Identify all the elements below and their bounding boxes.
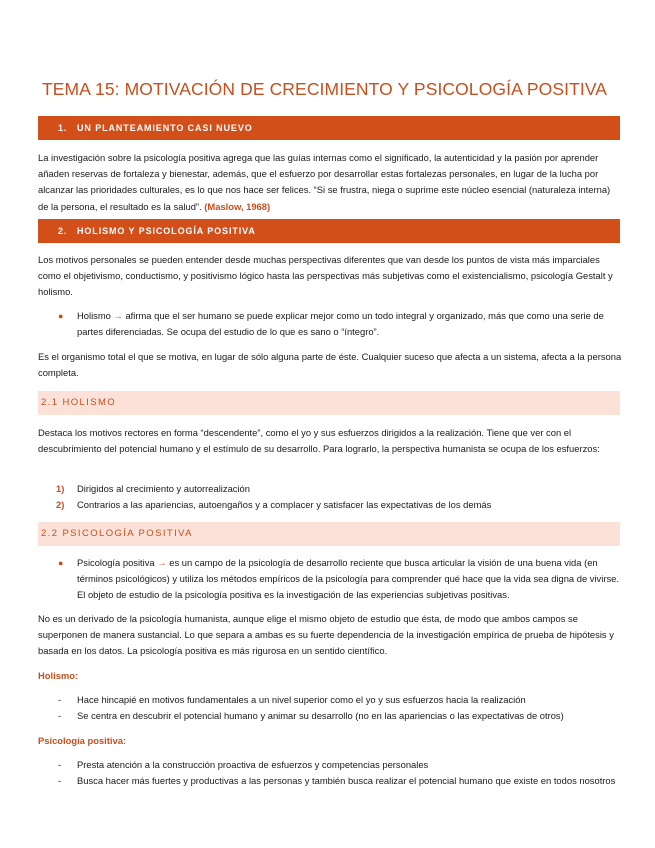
section-1-citation: (Maslow, 1968) — [204, 200, 271, 212]
list-item: Presta atención a la construcción proactiva de esfuerzos y competencias personales — [77, 759, 429, 770]
psicologia-positiva-bullet — [77, 555, 622, 604]
subsection-2-2-heading: 2.2 PSICOLOGÍA POSITIVA — [38, 522, 620, 546]
section-2-heading-bar — [38, 219, 620, 243]
list-item: Se centra en descubrir el potencial humano y animar su desarrollo (no en las apariencias o las expectativas de otros) — [77, 710, 564, 721]
subsection-2-1-text: Destaca los motivos rectores en forma “descendente”, como el yo y sus esfuerzos dirigidos a la realización. Tiene que ver con el descubrimiento del potencial humano y el estímulo de su desarrollo. Para lograrlo, la perspectiva humanista se ocupa de los esfuerzos: — [38, 427, 600, 455]
list-number: 1) — [56, 483, 65, 494]
subsection-2-1-heading: 2.1 HOLISMO — [38, 391, 620, 415]
section-1-heading: UN PLANTEAMIENTO CASI NUEVO — [77, 123, 253, 133]
section-1-text: La investigación sobre la psicología positiva agrega que las guías internas como el significado, la autenticidad y la pasión por aprender añaden reservas de fortaleza y bienestar, además, que el esfuerzo por desarrollar estas fortalezas personales, en lugar de la lucha por alcanzar las prioridades culturales, es lo que nos hace ser felices. “Si se frustra, niega o suprime este núcleo esencial (naturaleza interna) de la persona, el resultado es la salud”. — [38, 152, 611, 212]
list-item: Busca hacer más fuertes y productivas a las personas y también busca realizar el potencial humano que existe en todos nosotros — [77, 775, 616, 786]
list-dash: - — [58, 759, 62, 770]
section-1-paragraph — [38, 150, 622, 215]
holismo-bullet — [77, 308, 622, 340]
arrow-right-icon: → — [113, 310, 123, 321]
section-2-intro: Los motivos personales se pueden entender desde muchas perspectivas diferentes que van desde los puntos de vista más imparciales como el objetivismo, conductismo, y positivismo lógico hasta las perspectivas más subjetivas como el existencialismo, psicología Gestalt y holismo. — [38, 254, 613, 298]
holismo-definition: afirma que el ser humano se puede explicar mejor como un todo integral y organizado, más que como una serie de partes diferenciadas. Se ocupa del estudio de lo que es sano o “íntegro”. — [77, 310, 604, 338]
list-dash: - — [58, 694, 62, 705]
section-2-heading: HOLISMO Y PSICOLOGÍA POSITIVA — [77, 226, 256, 236]
section-1-heading-bar — [38, 116, 620, 140]
list-dash: - — [58, 775, 62, 786]
list-number: 2) — [56, 499, 65, 510]
section-2-closing: Es el organismo total el que se motiva, en lugar de sólo alguna parte de éste. Cualquier suceso que afecta a un sistema, afecta a la persona completa. — [38, 351, 622, 379]
section-2-number: 2. — [58, 226, 68, 236]
list-item: Hace hincapié en motivos fundamentales a un nivel superior como el yo y sus esfuerzos hacia la realización — [77, 694, 526, 705]
section-1-number: 1. — [58, 123, 68, 133]
psicologia-positiva-label: Psicología positiva: — [38, 735, 127, 746]
psicologia-positiva-definition: es un campo de la psicología de desarrollo reciente que busca articular la visión de una buena vida (en términos psicológicos) y utiliza los métodos empíricos de la psicología para comprender qué hace que la vida sea digna de vivirse. El objeto de estudio de la psicología positiva es la investigación de las experiencias subjetivas positivas. — [77, 557, 619, 601]
list-item: Contrarios a las apariencias, autoengaños y a complacer y satisfacer las expectativas de los demás — [77, 499, 492, 510]
bullet-dot-icon: ● — [58, 311, 64, 321]
psicologia-positiva-term: Psicología positiva — [77, 557, 155, 568]
page-title: TEMA 15: MOTIVACIÓN DE CRECIMIENTO Y PSICOLOGÍA POSITIVA — [42, 79, 608, 99]
arrow-right-icon: → — [157, 557, 167, 568]
subsection-2-2-text: No es un derivado de la psicología humanista, aunque elige el mismo objeto de estudio que ésta, de modo que ambos campos se superponen de manera sustancial. Lo que separa a ambas es su fuerte dependencia de la investigación empírica de prueba de hipótesis y basada en los datos. La psicología positiva es más rigurosa en un sentido científico. — [38, 613, 614, 657]
list-dash: - — [58, 710, 62, 721]
bullet-dot-icon: ● — [58, 558, 64, 568]
holismo-label: Holismo: — [38, 670, 79, 681]
holismo-term: Holismo — [77, 310, 111, 321]
list-item: Dirigidos al crecimiento y autorrealización — [77, 483, 250, 494]
